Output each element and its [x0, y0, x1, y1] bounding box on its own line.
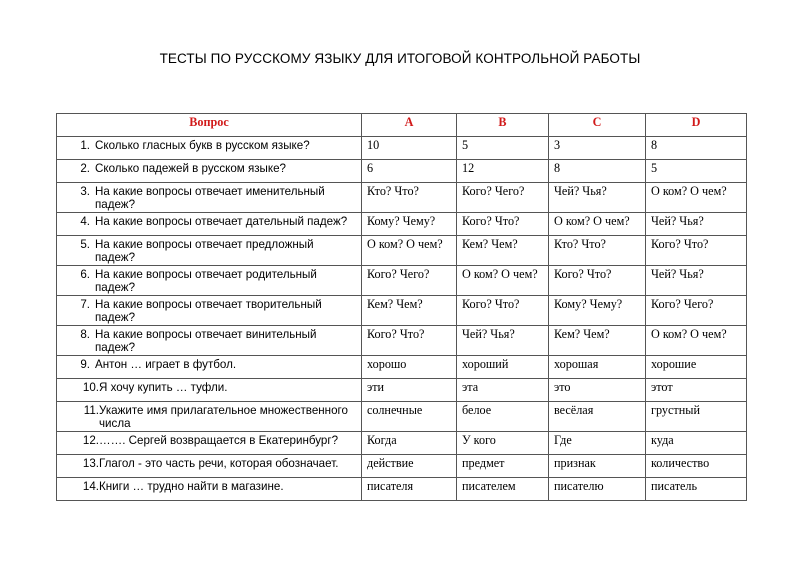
answer-a-cell: хорошо	[362, 356, 457, 379]
question-cell	[57, 379, 362, 402]
question-cell	[57, 402, 362, 432]
answer-d-cell: О ком? О чем?	[646, 183, 747, 213]
answer-d-cell: куда	[646, 432, 747, 455]
answer-a-cell: 10	[362, 137, 457, 160]
question-cell	[57, 478, 362, 501]
answer-a-cell: действие	[362, 455, 457, 478]
question-number: 4.	[80, 215, 90, 228]
header-a: A	[362, 114, 457, 137]
answer-b-cell: Кого? Что?	[457, 213, 549, 236]
answer-c-cell: 8	[549, 160, 646, 183]
answer-a-cell: солнечные	[362, 402, 457, 432]
answer-b-cell: Кем? Чем?	[457, 236, 549, 266]
question-text: Антон … играет в футбол.	[95, 358, 237, 371]
quiz-table	[56, 113, 747, 501]
table-body	[57, 137, 747, 501]
answer-b-cell: У кого	[457, 432, 549, 455]
question-text: Книги … трудно найти в магазине.	[99, 480, 284, 493]
answer-b-cell: хороший	[457, 356, 549, 379]
answer-d-cell: этот	[646, 379, 747, 402]
question-text: ……. Сергей возвращается в Екатеринбург?	[99, 434, 339, 447]
table-row	[57, 356, 747, 379]
answer-a-cell: Кого? Что?	[362, 326, 457, 356]
answer-b-cell: Кого? Чего?	[457, 183, 549, 213]
answer-d-cell: Чей? Чья?	[646, 266, 747, 296]
question-number: 5.	[80, 238, 90, 251]
question-number: 13.	[82, 457, 99, 470]
header-d: D	[646, 114, 747, 137]
answer-c-cell: Кому? Чему?	[549, 296, 646, 326]
answer-d-cell: О ком? О чем?	[646, 326, 747, 356]
question-cell	[57, 213, 362, 236]
answer-c-cell: признак	[549, 455, 646, 478]
question-cell	[57, 455, 362, 478]
answer-b-cell: Чей? Чья?	[457, 326, 549, 356]
answer-d-cell: 8	[646, 137, 747, 160]
question-number: 2.	[80, 162, 90, 175]
question-number: 3.	[80, 185, 90, 198]
answer-a-cell: эти	[362, 379, 457, 402]
question-cell	[57, 183, 362, 213]
answer-c-cell: 3	[549, 137, 646, 160]
answer-b-cell: Кого? Что?	[457, 296, 549, 326]
answer-a-cell: О ком? О чем?	[362, 236, 457, 266]
header-b: B	[457, 114, 549, 137]
answer-d-cell: грустный	[646, 402, 747, 432]
answer-c-cell: Чей? Чья?	[549, 183, 646, 213]
question-number: 10.	[82, 381, 99, 394]
table-row	[57, 455, 747, 478]
page-title: ТЕСТЫ ПО РУССКОМУ ЯЗЫКУ ДЛЯ ИТОГОВОЙ КОНТРОЛЬНОЙ РАБОТЫ	[159, 51, 641, 66]
answer-b-cell: 5	[457, 137, 549, 160]
answer-b-cell: О ком? О чем?	[457, 266, 549, 296]
question-number: 8.	[80, 328, 90, 341]
question-number: 14.	[82, 480, 99, 493]
answer-c-cell: писателю	[549, 478, 646, 501]
answer-a-cell: Кто? Что?	[362, 183, 457, 213]
answer-b-cell: писателем	[457, 478, 549, 501]
answer-c-cell: Кто? Что?	[549, 236, 646, 266]
answer-d-cell: писатель	[646, 478, 747, 501]
answer-a-cell: Когда	[362, 432, 457, 455]
table-row	[57, 432, 747, 455]
question-cell	[57, 296, 362, 326]
question-number: 7.	[80, 298, 90, 311]
question-cell	[57, 432, 362, 455]
question-number: 11.	[83, 404, 99, 417]
question-text: Я хочу купить … туфли.	[99, 381, 228, 394]
question-cell	[57, 236, 362, 266]
question-number: 12.	[82, 434, 99, 447]
question-text: Глагол - это часть речи, которая обозначает.	[99, 457, 339, 470]
question-text: Сколько гласных букв в русском языке?	[95, 139, 310, 152]
header-question: Вопрос	[57, 114, 362, 137]
question-cell	[57, 356, 362, 379]
question-cell	[57, 326, 362, 356]
question-text: На какие вопросы отвечает творительный падеж?	[95, 298, 322, 324]
answer-d-cell: Чей? Чья?	[646, 213, 747, 236]
answer-c-cell: Кем? Чем?	[549, 326, 646, 356]
question-number: 1.	[80, 139, 90, 152]
answer-b-cell: эта	[457, 379, 549, 402]
answer-c-cell: Где	[549, 432, 646, 455]
question-text: На какие вопросы отвечает дательный падеж?	[95, 215, 348, 228]
table-row	[57, 160, 747, 183]
table-row	[57, 478, 747, 501]
answer-a-cell: писателя	[362, 478, 457, 501]
answer-b-cell: 12	[457, 160, 549, 183]
table-row	[57, 379, 747, 402]
question-text: На какие вопросы отвечает предложный падеж?	[95, 238, 314, 264]
question-number: 6.	[80, 268, 90, 281]
answer-d-cell: 5	[646, 160, 747, 183]
answer-d-cell: хорошие	[646, 356, 747, 379]
question-number: 9.	[80, 358, 90, 371]
table-row	[57, 137, 747, 160]
answer-c-cell: весёлая	[549, 402, 646, 432]
answer-b-cell: белое	[457, 402, 549, 432]
answer-d-cell: Кого? Чего?	[646, 296, 747, 326]
question-cell	[57, 160, 362, 183]
answer-c-cell: хорошая	[549, 356, 646, 379]
answer-c-cell: Кого? Что?	[549, 266, 646, 296]
question-text: На какие вопросы отвечает винительный падеж?	[95, 328, 317, 354]
answer-d-cell: Кого? Что?	[646, 236, 747, 266]
table-row	[57, 402, 747, 432]
header-c: C	[549, 114, 646, 137]
answer-c-cell: это	[549, 379, 646, 402]
question-text: Сколько падежей в русском языке?	[95, 162, 286, 175]
question-cell	[57, 137, 362, 160]
answer-a-cell: Кем? Чем?	[362, 296, 457, 326]
table-row	[57, 296, 747, 326]
answer-a-cell: Кому? Чему?	[362, 213, 457, 236]
answer-c-cell: О ком? О чем?	[549, 213, 646, 236]
answer-d-cell: количество	[646, 455, 747, 478]
table-row	[57, 213, 747, 236]
table-row	[57, 236, 747, 266]
answer-b-cell: предмет	[457, 455, 549, 478]
table-row	[57, 183, 747, 213]
question-text: На какие вопросы отвечает родительный падеж?	[95, 268, 317, 294]
answer-a-cell: 6	[362, 160, 457, 183]
question-cell	[57, 266, 362, 296]
table-row	[57, 326, 747, 356]
table-row	[57, 266, 747, 296]
table-header-row	[57, 114, 747, 137]
question-text: На какие вопросы отвечает именительный падеж?	[95, 185, 325, 211]
question-text: Укажите имя прилагательное множественного числа	[99, 404, 348, 430]
answer-a-cell: Кого? Чего?	[362, 266, 457, 296]
